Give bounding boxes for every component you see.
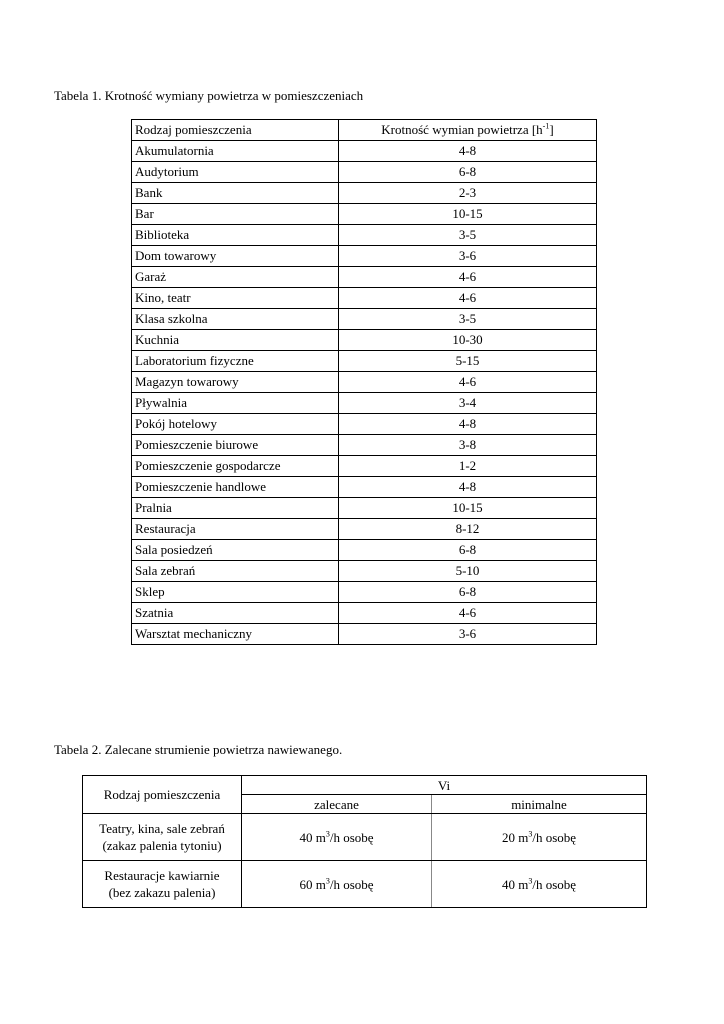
room-type-cell [83,814,242,861]
recommended-sup: 3 [325,876,330,886]
table-row [132,141,597,162]
exchange-rate-cell: 3-8 [339,435,597,456]
table-row [132,330,597,351]
table-row [132,561,597,582]
table-row [132,309,597,330]
table-row [132,414,597,435]
room-type-cell: Laboratorium fizyczne [132,351,339,372]
table-header-row [83,776,647,795]
exchange-rate-cell: 1-2 [339,456,597,477]
table-row [132,288,597,309]
exchange-rate-cell: 4-6 [339,603,597,624]
exchange-rate-cell: 6-8 [339,540,597,561]
table-row [132,582,597,603]
table-row [132,372,597,393]
room-type-cell: Dom towarowy [132,246,339,267]
table-row [132,498,597,519]
room-type-cell: Kuchnia [132,330,339,351]
room-type-cell [83,861,242,908]
header-minimal: minimalne [432,795,647,814]
room-type-line2: (zakaz palenia tytoniu) [102,838,222,853]
exchange-rate-cell: 6-8 [339,582,597,603]
table1-caption: Tabela 1. Krotność wymiany powietrza w pomieszczeniach [54,88,364,103]
room-type-cell: Bar [132,204,339,225]
minimal-sup: 3 [528,829,533,839]
table-row [83,861,647,908]
room-type-cell: Akumulatornia [132,141,339,162]
table-row [132,246,597,267]
exchange-rate-cell: 3-4 [339,393,597,414]
exchange-rate-cell: 4-6 [339,288,597,309]
room-type-cell: Kino, teatr [132,288,339,309]
table2-caption: Tabela 2. Zalecane strumienie powietrza nawiewanego. [54,742,343,757]
header-exchange-rate-sup: -1 [542,121,550,131]
minimal-sup: 3 [528,876,533,886]
exchange-rate-cell: 3-6 [339,246,597,267]
header-recommended: zalecane [242,795,432,814]
room-type-line1: Teatry, kina, sale zebrań [99,821,225,836]
supply-air-table [82,775,647,908]
air-exchange-table [131,119,597,645]
room-type-cell: Szatnia [132,603,339,624]
room-type-cell: Pomieszczenie handlowe [132,477,339,498]
table-row [132,540,597,561]
table-row [132,351,597,372]
room-type-line1: Restauracje kawiarnie [104,868,220,883]
table-row [132,477,597,498]
exchange-rate-cell: 4-8 [339,414,597,435]
room-type-cell: Magazyn towarowy [132,372,339,393]
header-exchange-rate-text: Krotność wymian powietrza [h [381,122,543,137]
table-row [132,456,597,477]
exchange-rate-cell: 10-15 [339,204,597,225]
table-row [132,162,597,183]
room-type-cell: Sklep [132,582,339,603]
table-header-row [132,120,597,141]
table-row [132,204,597,225]
room-type-cell: Pralnia [132,498,339,519]
minimal-unit: /h osobę [532,829,577,845]
recommended-cell [242,814,432,861]
recommended-unit: /h osobę [329,829,374,845]
table-row [132,393,597,414]
exchange-rate-cell: 4-8 [339,477,597,498]
recommended-unit: /h osobę [329,876,374,892]
exchange-rate-cell: 6-8 [339,162,597,183]
recommended-num: 40 m [299,829,326,845]
room-type-cell: Audytorium [132,162,339,183]
room-type-cell: Pływalnia [132,393,339,414]
exchange-rate-cell: 5-10 [339,561,597,582]
table-row [132,519,597,540]
room-type-cell: Biblioteka [132,225,339,246]
exchange-rate-cell: 3-5 [339,225,597,246]
minimal-unit: /h osobę [532,876,577,892]
room-type-cell: Sala zebrań [132,561,339,582]
header-exchange-rate-end: ] [549,122,554,137]
recommended-sup: 3 [325,829,330,839]
table-row [132,603,597,624]
header-vi: Vi [242,776,647,795]
minimal-num: 40 m [501,876,529,892]
room-type-cell: Klasa szkolna [132,309,339,330]
table-row [132,624,597,645]
minimal-cell [432,814,647,861]
room-type-cell: Pomieszczenie gospodarcze [132,456,339,477]
exchange-rate-cell: 4-8 [339,141,597,162]
exchange-rate-cell: 5-15 [339,351,597,372]
exchange-rate-cell: 3-6 [339,624,597,645]
room-type-cell: Bank [132,183,339,204]
room-type-cell: Pokój hotelowy [132,414,339,435]
exchange-rate-cell: 10-30 [339,330,597,351]
minimal-num: 20 m [501,829,529,845]
recommended-num: 60 m [299,876,326,892]
minimal-cell [432,861,647,908]
room-type-cell: Warsztat mechaniczny [132,624,339,645]
exchange-rate-cell: 4-6 [339,372,597,393]
exchange-rate-cell: 4-6 [339,267,597,288]
exchange-rate-cell: 2-3 [339,183,597,204]
table-row [132,183,597,204]
table-row [132,225,597,246]
header-room-type: Rodzaj pomieszczenia [132,120,339,141]
room-type-cell: Restauracja [132,519,339,540]
room-type-cell: Garaż [132,267,339,288]
exchange-rate-cell: 8-12 [339,519,597,540]
exchange-rate-cell: 10-15 [339,498,597,519]
table-row [83,814,647,861]
room-type-cell: Pomieszczenie biurowe [132,435,339,456]
header-exchange-rate [339,120,597,141]
recommended-cell [242,861,432,908]
room-type-cell: Sala posiedzeń [132,540,339,561]
table-row [132,267,597,288]
header-room-type: Rodzaj pomieszczenia [83,776,242,814]
table-row [132,435,597,456]
exchange-rate-cell: 3-5 [339,309,597,330]
room-type-line2: (bez zakazu palenia) [108,885,216,900]
